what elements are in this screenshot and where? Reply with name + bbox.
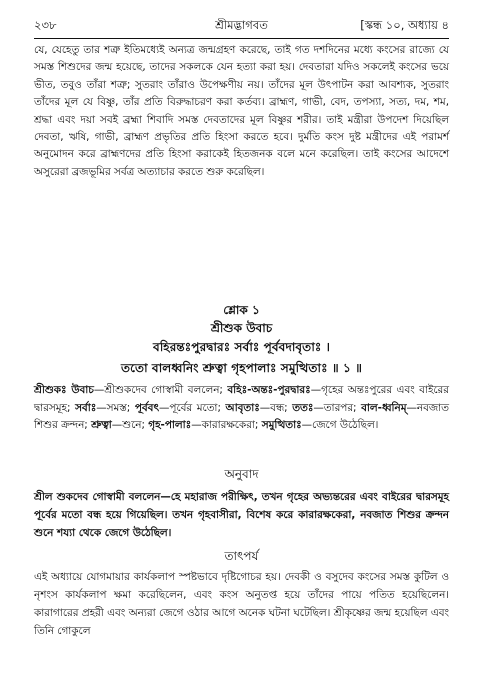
synonym-meaning: —তারপর; (313, 401, 362, 414)
synonym-meaning: —শ্রীশুকদেব গোস্বামী বললেন; (93, 384, 228, 396)
synonym-term: সমুত্থিতাঃ (261, 419, 302, 431)
translation-text: শ্রীল শুকদেব গোস্বামী বললেন—হে মহারাজ পরীক্ষিৎ, তখন গৃহের অভ্যন্তরের এবং বাইরের দ্বারসমূহ পূর্বের মতো বন্ধ হয়ে গিয়েছিল। তখন গৃহবাসীরা, বিশেষ করে কারারক্ষকেরা, নবজাত শিশুর ক্রন্দন শুনে শয্যা থেকে জেগে উঠেছিল। (34, 491, 449, 539)
synonym-meaning: —বন্ধ; (259, 401, 293, 414)
synonym-term: বাল-ধ্বনিম্ (361, 401, 407, 414)
synonym-term: গৃহ-পালাঃ (148, 419, 192, 431)
verse-title: শ্লোক ১ (223, 303, 260, 317)
synonym-meaning: —কারারক্ষকেরা; (191, 419, 262, 431)
synonym-meaning: —পূর্বের মতো; (159, 401, 226, 414)
purport-heading: তাৎপর্য (224, 549, 259, 563)
intro-paragraph: যে, যেহেতু তার শত্রু ইতিমধ্যেই অন্যত্র জন্মগ্রহণ করেছে, তাই গত দশদিনের মধ্যে কংসের রাজ্যে যে সমস্ত শিশুদের জন্ম হয়েছে, তাদের সকলকে যেন হত্যা করা হয়। দেবতারা যদিও সকলেই কংসের ভয়ে ভীত, তবুও তাঁরা শত্রু; সুতরাং তাঁরাও উপেক্ষণীয় নয়। তাঁদের মূল উৎপাটন করা আবশ্যক, সুতরাং তাঁদের মূল যে বিষ্ণু, তাঁর প্রতি বিরুদ্ধাচরণ করা কর্তব্য। ব্রাহ্মণ, গাভী, বেদ, তপস্যা, সত্য, দম, শম, শ্রদ্ধা এবং দয়া সবই ব্রহ্মা শিবাদি সমস্ত দেবতাদের মূল বিষ্ণুর শরীর। তাই মন্ত্রীরা উপদেশ দিয়েছিল দেবতা, ঋষি, গাভী, ব্রাহ্মণ প্রভৃতির প্রতি হিংসা করতে হবে। দুর্মতি কংস দুষ্ট মন্ত্রীদের এই পরামর্শ অনুমোদন করে ব্রাহ্মণদের প্রতি হিংসা করাকেই হিতজনক বলে মনে করেছিল। তাই কংসের আদেশে অসুরেরা ব্রজভূমির সর্বত্র অত্যাচার করতে শুরু করেছিল। (34, 44, 449, 178)
synonym-term: বহিঃ-অন্তঃ-পুরদ্বারঃ (227, 384, 311, 396)
translation-heading: অনুবাদ (224, 467, 259, 481)
book-title: শ্রীমদ্ভাগবত (215, 18, 268, 32)
synonym-meaning: —জেগে উঠেছিল। (301, 419, 379, 431)
synonym-term: শ্রীশুকঃ উবাচ (34, 384, 94, 396)
page-number: ২৩৮ (34, 18, 57, 32)
header-divider (34, 38, 449, 39)
synonym-term: পূর্ববৎ (134, 401, 160, 414)
synonyms-paragraph (34, 382, 449, 435)
verse-line-2: ততো বালধ্বনিং শ্রুত্বা গৃহপালাঃ সমুত্থিতাঃ ॥ ১ ॥ (120, 361, 363, 375)
synonym-meaning: —শুনে; (111, 419, 149, 431)
chapter-reference: [স্কন্ধ ১০, অধ্যায় ৪ (360, 18, 449, 32)
page-header (34, 14, 449, 36)
synonym-meaning: —সমস্ত; (96, 401, 135, 414)
verse-speaker: শ্রীশুক উবাচ (210, 321, 273, 335)
verse-line-1: বহিরন্তঃপুরদ্বারঃ সর্বাঃ পূর্ববদাবৃতাঃ । (153, 340, 330, 354)
synonym-term: সর্বাঃ (75, 401, 97, 414)
purport-text: এই অধ্যায়ে যোগমায়ার কার্যকলাপ স্পষ্টভাবে দৃষ্টিগোচর হয়। দেবকী ও বসুদেব কংসের সমস্ত কুটিল ও নৃশংস কার্যকলাপ ক্ষমা করেছিলেন, এবং কংস অনুতপ্ত হয়ে তাঁদের পায়ে পতিত হয়েছিলেন। কারাগারের প্রহরী এবং অন্যরা জেগে ওঠার আগে অনেক ঘটনা ঘটেছিল। শ্রীকৃষ্ণের জন্ম হয়েছিল এবং তিনি গোকুলে (34, 571, 449, 637)
synonym-term: ততঃ (292, 401, 314, 414)
synonym-meaning: —গৃহের অন্তঃপুরের এবং বাইরের দ্বারসমূহ; (34, 384, 449, 414)
synonym-term: আবৃতাঃ (225, 401, 260, 414)
synonym-meaning: —নবজাত শিশুর ক্রন্দন; (34, 401, 449, 431)
synonym-term: শ্রুত্বা (91, 419, 112, 431)
